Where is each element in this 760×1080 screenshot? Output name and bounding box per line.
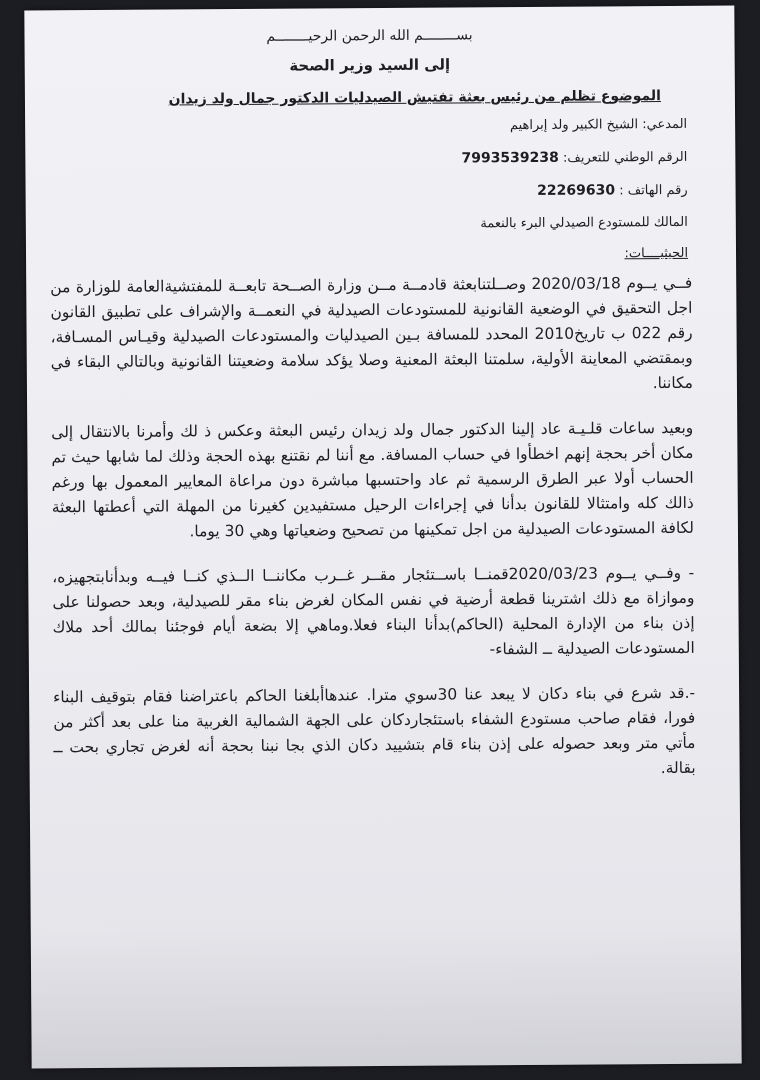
subject-line: الموضوع تظلم من رئيس بعثة تفتيش الصيدليات الدكتور جمال ولد زيدان <box>168 88 661 108</box>
addressee: إلى السيد وزير الصحة <box>289 55 451 75</box>
national-id-label: الرقم الوطني للتعريف: <box>562 149 688 166</box>
phone-value: 22269630 <box>537 182 616 199</box>
phone-label: رقم الهاتف : <box>619 182 688 199</box>
owner-line: المالك للمستودع الصيدلي البرء بالنعمة <box>480 214 688 232</box>
letter-page <box>24 6 741 1069</box>
national-id-value: 7993539238 <box>461 149 559 167</box>
plaintiff-name: الشيخ الكبير ولد إبراهيم <box>509 117 639 134</box>
photo-shadow <box>31 924 742 1069</box>
phone-field <box>50 181 692 204</box>
bismillah-header: بســــــــم الله الرحمن الرحيــــــــم <box>266 27 473 45</box>
paragraph-2: وبعيد ساعات قلـيـة عاد إلينا الدكتور جمال ولد زيدان رئيس البعثة وعكس ذ لك وأمرنا بالانتقال إلى مكان أخر بحجة إنهم اخطأوا في حساب المسافة. مع أننا لم نقتنع بهذه الحجة وذلك لما شابها حيث تم الحساب أولا عبر الطرق الرسمية ثم عاد واحتسبها مباشرة دون مراعاة المعايير المعمول بها ورغم ذالك كله وامتثالا للقانون بدأنا في إجراءات الرحيل مستفيدين كغيرنا من المهلة التي أعطتها البعثة لكافة المستودعات الصيدلية من اجل تمكينها من تصحيح وضعياتها وهي 30 يوما. <box>51 418 695 541</box>
letter-body <box>48 26 695 805</box>
paragraph-1: فــي يــوم 2020/03/18 وصــلتنابعثة قادمــة مــن وزارة الصــحة تابعــة للمفتشيةالعامة للوزارة من اجل التحقيق في الوضعية القانونية للمستودعات الصيدلية في النعمــة والإشراف على تطبيق القانون رقم 022 ب تاريخ2010 المحدد للمسافة بـين الصيدليات والمستودعات الصيدلية وقيـاس المسـافة، وبمقتضي المعاينة الأولية، سلمتنا البعثة المعنية وصلا يؤكد سلامة وضعيتنا القانونية وبالتالي البقاء في مكاننا. <box>50 273 693 393</box>
national-id-field <box>49 148 691 171</box>
plaintiff-label: المدعي: <box>642 116 688 133</box>
recitals-heading: الحيثيــــات: <box>624 245 689 262</box>
plaintiff-field <box>49 116 691 138</box>
paragraph-4: -.قد شرع في بناء دكان لا يبعد عنا 30سوي مترا. عندهاأبلغنا الحاكم باعتراضنا فقام بتوقيف البناء فورا، فقام صاحب مستودع الشفاء باستئجاردكان على الجهة الشمالية الغربية منا على بعد أكثر من مأتي متر وبعد حصوله على إذن بناء قام بتشييد دكان الذي بجا نبنا بحجة أنه لغرض تجاري بحت ــ بقالة. <box>53 683 696 778</box>
paragraph-3: - وفــي يــوم 2020/03/23قمنــا باســتئجار مقــر غــرب مكاننــا الــذي كنــا فيــه وبدأنابتجهيزه، وموازاة مع ذلك اشترينا قطعة أرضية في نفس المكان لغرض بناء مقر للصيدلية، وبعد حصولنا على إذن بناء من الإدارة المحلية (الحاكم)بدأنا البناء فعلا.وماهي إلا بضعة أيام فوجئنا بمالك أحد ملاك المستودعات الصيدلية ــ الشفاء- <box>52 563 695 659</box>
